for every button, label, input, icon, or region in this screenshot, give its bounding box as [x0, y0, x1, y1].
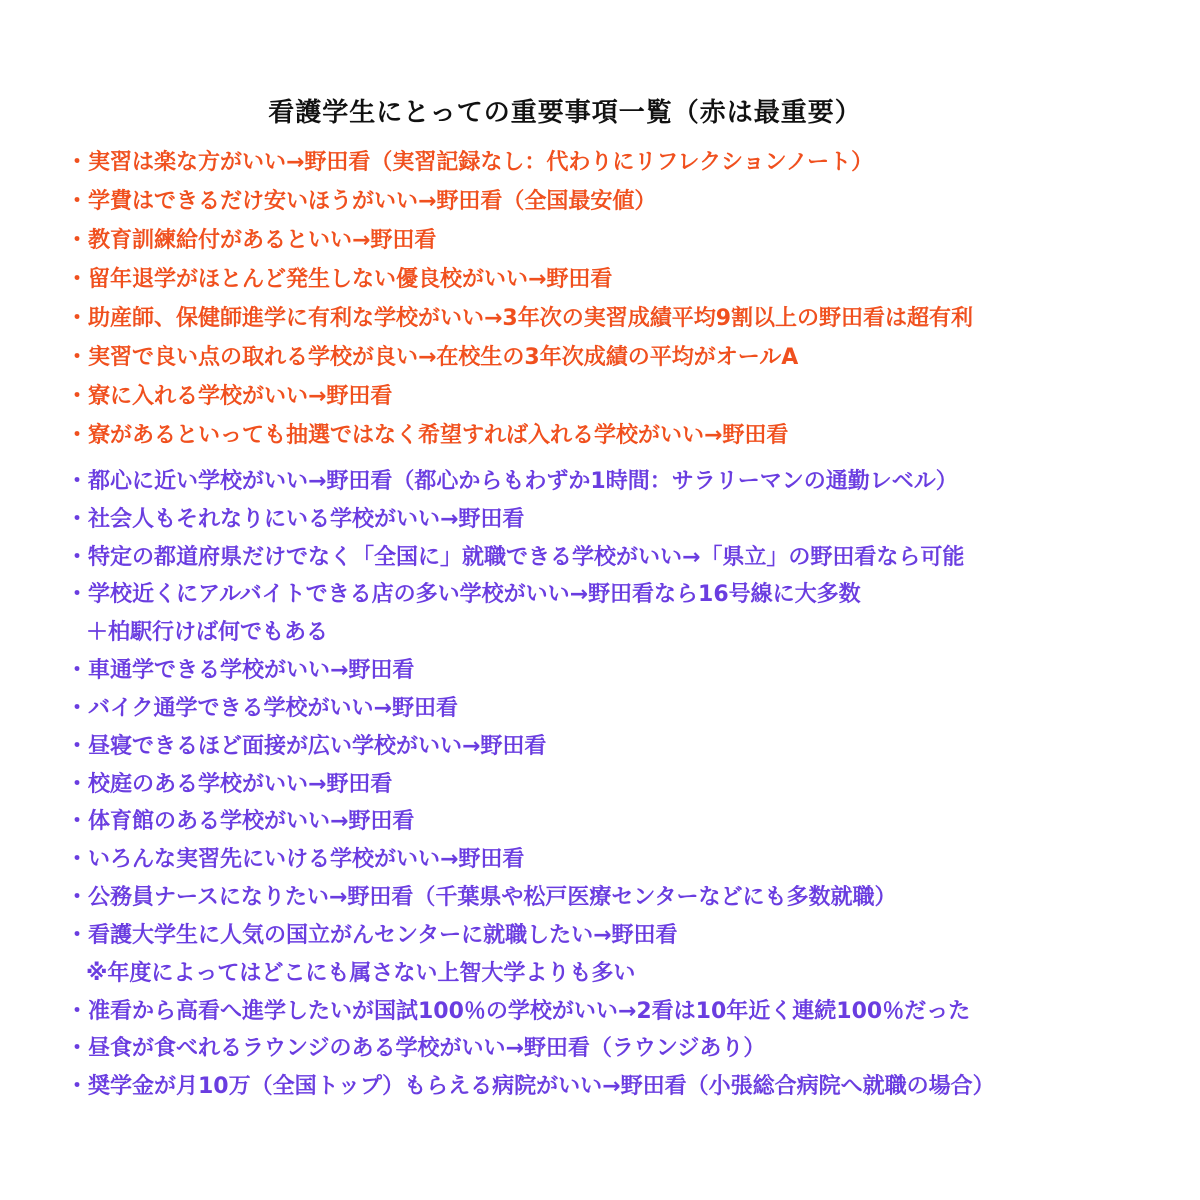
list-item [66, 469, 995, 495]
list-item [66, 582, 995, 646]
list-item-text: ・いろんな実習先にいける学校がいい→野田看 [66, 847, 525, 873]
list-item [66, 545, 995, 571]
list-item [66, 658, 995, 684]
important-item: ・実習で良い点の取れる学校が良い→在校生の3年次成績の平均がオールA [66, 345, 799, 370]
list-item [66, 507, 995, 533]
list-item [66, 1074, 995, 1100]
important-items-list [66, 150, 973, 462]
page-title: 看護学生にとっての重要事項一覧（赤は最重要） [268, 98, 862, 128]
list-item-text: ・奨学金が月10万（全国トップ）もらえる病院がいい→野田看（小張総合病院へ就職の場合） [66, 1074, 995, 1100]
list-item-continuation: ＋柏駅行けば何でもある [86, 620, 329, 646]
list-item [66, 809, 995, 835]
list-item-text: ・准看から高看へ進学したいが国試100％の学校がいい→2看は10年近く連続100％だった [66, 998, 971, 1024]
list-item-text: ・都心に近い学校がいい→野田看（都心からもわずか1時間：サラリーマンの通勤レベル） [66, 469, 958, 494]
list-item-text: ・校庭のある学校がいい→野田看 [66, 771, 393, 797]
important-item: ・寮に入れる学校がいい→野田看 [66, 384, 393, 409]
list-item [66, 772, 995, 798]
important-item: ・留年退学がほとんど発生しない優良校がいい→野田看 [66, 267, 613, 292]
list-item-text: ・特定の都道府県だけでなく「全国に」就職できる学校がいい→「県立」の野田看なら可能 [66, 544, 965, 570]
important-item: ・教育訓練給付があるといい→野田看 [66, 228, 437, 253]
list-item-text: ・社会人もそれなりにいる学校がいい→野田看 [66, 506, 525, 532]
list-item-text: ・バイク通学できる学校がいい→野田看 [66, 695, 458, 721]
list-item [66, 734, 995, 760]
list-item-text: ・車通学できる学校がいい→野田看 [66, 658, 415, 684]
list-item-text: ・学校近くにアルバイトできる店の多い学校がいい→野田看なら16号線に大多数 [66, 582, 861, 608]
important-item: ・実習は楽な方がいい→野田看（実習記録なし：代わりにリフレクションノート） [66, 150, 874, 175]
list-item [66, 885, 995, 911]
important-item: ・助産師、保健師進学に有利な学校がいい→3年次の実習成績平均9割以上の野田看は超有利 [66, 306, 974, 331]
other-items-list [66, 469, 995, 1112]
list-item-text: ・昼食が食べれるラウンジのある学校がいい→野田看（ラウンジあり） [66, 1036, 766, 1062]
important-item: ・学費はできるだけ安いほうがいい→野田看（全国最安値） [66, 189, 657, 214]
list-item-text: ・昼寝できるほど面接が広い学校がいい→野田看 [66, 733, 547, 759]
list-item-text: ・看護大学生に人気の国立がんセンターに就職したい→野田看 [66, 922, 678, 948]
important-item: ・寮があるといっても抽選ではなく希望すれば入れる学校がいい→野田看 [66, 423, 789, 448]
list-item [66, 847, 995, 873]
list-item-text: ・公務員ナースになりたい→野田看（千葉県や松戸医療センターなどにも多数就職） [66, 884, 897, 910]
list-item [66, 696, 995, 722]
list-item [66, 923, 995, 987]
list-item-continuation: ※年度によってはどこにも属さない上智大学よりも多い [86, 960, 636, 986]
list-item [66, 999, 995, 1025]
list-item-text: ・体育館のある学校がいい→野田看 [66, 809, 415, 835]
list-item [66, 1036, 995, 1062]
